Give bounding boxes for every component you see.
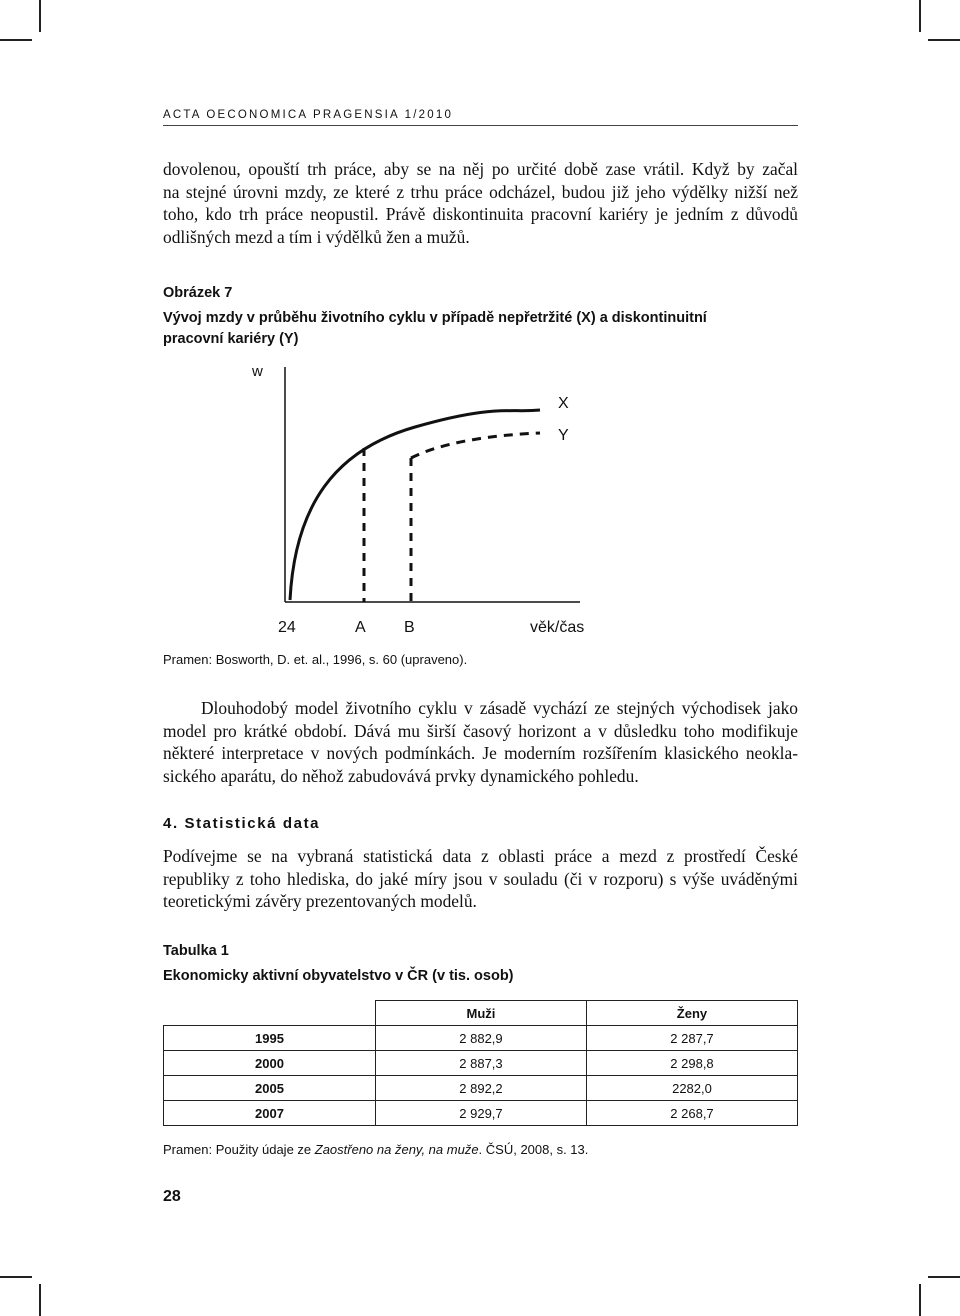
table-title: Ekonomicky aktivní obyvatelstvo v ČR (v tis. osob) xyxy=(163,968,514,984)
cell-zeny: 2 268,7 xyxy=(586,1101,797,1126)
x-axis-label: věk/čas xyxy=(530,619,585,636)
table-row xyxy=(164,1101,798,1126)
table-source xyxy=(163,1142,588,1157)
text-line: některé interpretace v nových podmínkách. Je moderním rozšířením klasického neokla- xyxy=(163,743,798,763)
cell-muzi: 2 892,2 xyxy=(375,1076,586,1101)
cell-muzi: 2 929,7 xyxy=(375,1101,586,1126)
table-row xyxy=(164,1051,798,1076)
body-paragraph xyxy=(163,845,798,913)
x-tick-label: B xyxy=(404,619,415,636)
crop-mark xyxy=(928,39,960,41)
text-line: sického aparátu, do něhož zabudovává prvky dynamického pohledu. xyxy=(163,765,639,786)
text-line: teoretickými závěry prezentovaných modelů. xyxy=(163,891,477,911)
row-year: 2005 xyxy=(164,1076,376,1101)
series-x-label: X xyxy=(558,395,569,412)
column-header-zeny: Ženy xyxy=(586,1001,797,1026)
data-table xyxy=(163,1000,798,1126)
intro-paragraph xyxy=(163,158,798,248)
x-tick-label: A xyxy=(355,619,366,636)
text-line: republiky z toho hlediska, do jaké míry jsou v souladu (či v rozporu) s výše uváděnými xyxy=(163,868,798,889)
table-row xyxy=(164,1076,798,1101)
body-paragraph xyxy=(163,697,798,787)
figure-label: Obrázek 7 xyxy=(163,285,233,301)
text-line: dovolenou, opouští trh práce, aby se na něj po určité době zase vrátil. Když by začal xyxy=(163,159,798,179)
series-y-curve xyxy=(411,433,540,458)
text-line: toho, kdo trh práce neopustil. Právě diskontinuita pracovní kariéry je jedním z důvodů xyxy=(163,204,798,224)
row-year: 2007 xyxy=(164,1101,376,1126)
text-line: na stejné úrovni mzdy, ze které z trhu práce odcházel, budou již jeho výdělky nižší než xyxy=(163,181,798,202)
series-y-label: Y xyxy=(558,427,569,444)
journal-header: ACTA OECONOMICA PRAGENSIA 1/2010 xyxy=(163,109,454,121)
table-source-suffix: . ČSÚ, 2008, s. 13. xyxy=(478,1142,589,1157)
crop-mark xyxy=(39,0,41,32)
cell-zeny: 2 298,8 xyxy=(586,1051,797,1076)
crop-mark xyxy=(39,1284,41,1316)
crop-mark xyxy=(0,39,32,41)
y-axis-label: w xyxy=(252,363,263,380)
x-tick-label: 24 xyxy=(278,619,296,636)
page-number: 28 xyxy=(163,1188,181,1205)
text-line: Podívejme se na vybraná statistická data z oblasti práce a mezd z prostředí České xyxy=(163,846,798,866)
cell-muzi: 2 882,9 xyxy=(375,1026,586,1051)
column-header-muzi: Muži xyxy=(375,1001,586,1026)
crop-mark xyxy=(928,1276,960,1278)
figure-title-line: pracovní kariéry (Y) xyxy=(163,331,299,347)
text-line: Dlouhodobý model životního cyklu v zásadě vychází ze stejných východisek jako xyxy=(201,698,798,718)
table-label: Tabulka 1 xyxy=(163,943,229,959)
wage-lifecycle-chart xyxy=(240,355,620,650)
text-line: odlišných mezd a tím i výdělků žen a mužů. xyxy=(163,226,470,247)
table-header-row xyxy=(164,1001,798,1026)
crop-mark xyxy=(919,0,921,32)
header-rule xyxy=(163,125,798,126)
table-source-prefix: Pramen: Použity údaje ze xyxy=(163,1142,315,1157)
row-year: 2000 xyxy=(164,1051,376,1076)
crop-mark xyxy=(0,1276,32,1278)
figure-title-line: Vývoj mzdy v průběhu životního cyklu v případě nepřetržité (X) a diskontinuitní xyxy=(163,310,707,326)
figure-source: Pramen: Bosworth, D. et. al., 1996, s. 60 (upraveno). xyxy=(163,652,468,667)
table-corner-cell xyxy=(164,1001,376,1026)
table-row xyxy=(164,1026,798,1051)
crop-mark xyxy=(919,1284,921,1316)
row-year: 1995 xyxy=(164,1026,376,1051)
cell-muzi: 2 887,3 xyxy=(375,1051,586,1076)
section-heading: 4. Statistická data xyxy=(163,815,321,832)
table-source-title: Zaostřeno na ženy, na muže xyxy=(314,1142,479,1157)
series-x-curve xyxy=(290,410,540,600)
cell-zeny: 2 287,7 xyxy=(586,1026,797,1051)
figure-title xyxy=(163,308,803,350)
text-line: model pro krátké období. Dává mu širší časový horizont a v důsledku toho modifikuje xyxy=(163,720,798,741)
cell-zeny: 2282,0 xyxy=(586,1076,797,1101)
